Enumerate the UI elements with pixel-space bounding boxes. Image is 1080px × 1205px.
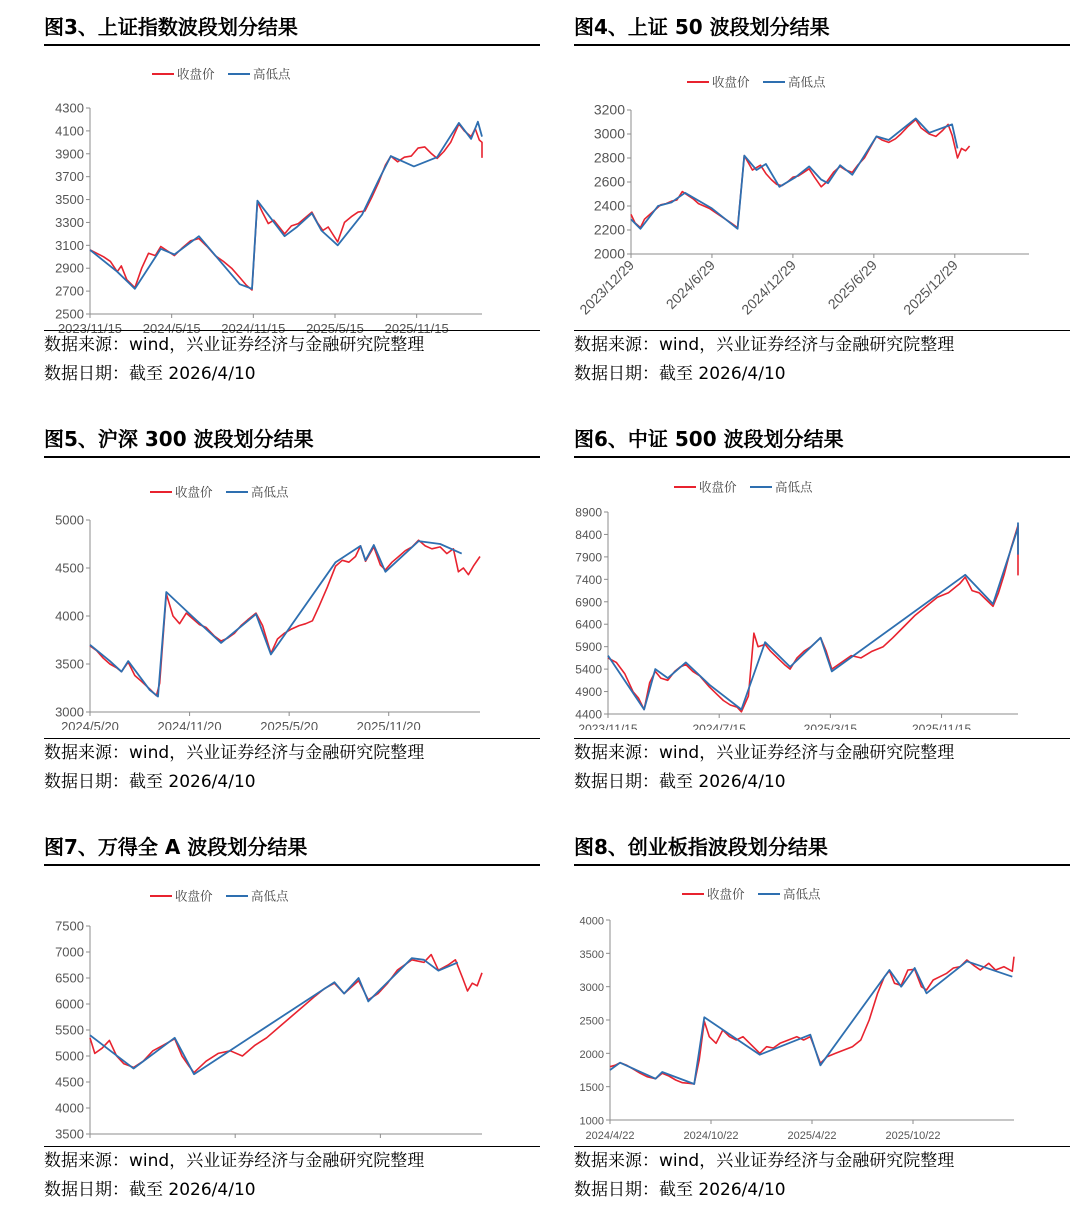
x-tick-label: 2025/3/15	[803, 722, 858, 730]
data-source: 数据来源：wind，兴业证券经济与金融研究院整理	[574, 743, 955, 763]
y-tick-label: 5000	[55, 512, 84, 528]
title-rule	[44, 456, 540, 458]
y-tick-label: 6000	[55, 996, 84, 1012]
y-tick-label: 5500	[55, 1022, 84, 1038]
series-close-line	[90, 124, 482, 290]
series-close-line	[610, 957, 1014, 1084]
y-tick-label: 8900	[575, 505, 602, 520]
y-tick-label: 5900	[575, 640, 602, 655]
title-rule	[44, 44, 540, 46]
y-tick-label: 2800	[593, 149, 625, 166]
x-tick-label: 2025/11/20	[356, 719, 421, 730]
data-source: 数据来源：wind，兴业证券经济与金融研究院整理	[44, 335, 425, 355]
data-date: 数据日期：截至 2026/4/10	[44, 1180, 256, 1200]
chart-title: 图7、万得全 A 波段划分结果	[44, 835, 308, 859]
x-tick-label: 2025/10/22	[885, 1130, 941, 1140]
chart-svg	[44, 878, 540, 1140]
data-date: 数据日期：截至 2026/4/10	[44, 772, 256, 792]
data-date: 数据日期：截至 2026/4/10	[574, 1180, 786, 1200]
panel-fig8	[574, 832, 1070, 1205]
series-pivot-line	[90, 541, 462, 697]
y-tick-label: 4000	[55, 1100, 84, 1116]
y-tick-label: 7500	[55, 918, 84, 934]
title-rule	[44, 864, 540, 866]
y-tick-label: 4400	[575, 707, 602, 722]
legend-pivot-label: 高低点	[783, 887, 821, 902]
y-tick-label: 2700	[55, 283, 84, 299]
chart-title: 图4、上证 50 波段划分结果	[574, 15, 830, 39]
y-tick-label: 8400	[575, 527, 602, 542]
source-rule	[574, 738, 1070, 739]
y-tick-label: 4900	[575, 685, 602, 700]
title-rule	[574, 44, 1070, 46]
x-tick-label: 2024/6/29	[662, 256, 719, 313]
series-pivot-line	[90, 958, 458, 1074]
y-tick-label: 7000	[55, 944, 84, 960]
chart-title: 图6、中证 500 波段划分结果	[574, 427, 844, 451]
chart-svg	[574, 470, 1070, 730]
series-close-line	[90, 540, 480, 696]
y-tick-label: 6500	[55, 970, 84, 986]
x-tick-label: 2024/5/15	[142, 321, 201, 334]
series-close-line	[608, 526, 1018, 712]
legend-close-label: 收盘价	[707, 887, 745, 902]
x-tick-label: 2024/12/29	[738, 256, 800, 318]
chart-title: 图3、上证指数波段划分结果	[44, 15, 298, 39]
panel-fig7	[44, 832, 540, 1205]
y-tick-label: 4000	[579, 915, 604, 928]
chart-area	[574, 470, 1070, 734]
y-tick-label: 3500	[55, 192, 84, 208]
x-tick-label: 2024/11/20	[157, 719, 222, 730]
y-tick-label: 3100	[55, 237, 84, 253]
chart-title: 图5、沪深 300 波段划分结果	[44, 427, 314, 451]
legend-pivot-label: 高低点	[251, 889, 289, 904]
x-tick-label: 2023/11/15	[57, 321, 123, 334]
y-tick-label: 2900	[55, 260, 84, 276]
x-tick-label: 2024/11/15	[221, 321, 286, 334]
y-tick-label: 6400	[575, 617, 602, 632]
source-rule	[44, 330, 540, 331]
data-source: 数据来源：wind，兴业证券经济与金融研究院整理	[44, 1151, 425, 1171]
y-tick-label: 5000	[55, 1048, 84, 1064]
data-source: 数据来源：wind，兴业证券经济与金融研究院整理	[574, 1151, 955, 1171]
chart-title: 图8、创业板指波段划分结果	[574, 835, 828, 859]
legend-pivot-label: 高低点	[775, 480, 813, 495]
data-date: 数据日期：截至 2026/4/10	[574, 364, 786, 384]
legend-close-label: 收盘价	[175, 485, 213, 500]
y-tick-label: 1500	[579, 1082, 604, 1095]
x-tick-label: 2025/11/15	[384, 321, 449, 334]
y-tick-label: 4500	[55, 560, 84, 576]
y-tick-label: 1000	[579, 1115, 604, 1128]
y-tick-label: 3300	[55, 214, 84, 230]
y-tick-label: 4300	[55, 100, 84, 116]
y-tick-label: 3500	[579, 948, 604, 961]
panel-fig5	[44, 424, 540, 809]
x-tick-label: 2024/10/22	[683, 1130, 739, 1140]
x-tick-label: 2025/5/15	[306, 321, 364, 334]
source-rule	[44, 738, 540, 739]
y-tick-label: 2600	[593, 173, 625, 190]
y-tick-label: 3500	[55, 656, 84, 672]
data-date: 数据日期：截至 2026/4/10	[574, 772, 786, 792]
panel-fig4	[574, 12, 1070, 397]
chart-area	[44, 470, 540, 734]
y-tick-label: 7900	[575, 550, 602, 565]
y-tick-label: 4100	[55, 123, 84, 139]
data-source: 数据来源：wind，兴业证券经济与金融研究院整理	[574, 335, 955, 355]
chart-svg	[44, 58, 540, 334]
y-tick-label: 2400	[593, 197, 625, 214]
series-pivot-line	[631, 118, 958, 228]
y-tick-label: 3000	[55, 704, 84, 720]
y-tick-label: 3500	[55, 1126, 84, 1140]
x-tick-label: 2025/11/15	[911, 722, 972, 730]
chart-svg	[44, 470, 540, 730]
y-tick-label: 5400	[575, 662, 602, 677]
chart-area	[44, 878, 540, 1144]
data-date: 数据日期：截至 2026/4/10	[44, 364, 256, 384]
chart-area	[44, 58, 540, 338]
legend-close-label: 收盘价	[699, 480, 737, 495]
source-rule	[574, 1146, 1070, 1147]
y-tick-label: 3700	[55, 169, 84, 185]
chart-area	[574, 58, 1070, 338]
y-tick-label: 3200	[593, 101, 625, 118]
y-tick-label: 4500	[55, 1074, 84, 1090]
series-pivot-line	[608, 523, 1018, 709]
y-tick-label: 2500	[579, 1015, 604, 1028]
x-tick-label: 2024/7/15	[692, 722, 746, 730]
panel-fig6	[574, 424, 1070, 809]
y-tick-label: 7400	[575, 572, 602, 587]
chart-svg	[574, 58, 1070, 334]
series-pivot-line	[610, 961, 1012, 1084]
data-source: 数据来源：wind，兴业证券经济与金融研究院整理	[44, 743, 425, 763]
y-tick-label: 4000	[55, 608, 84, 624]
y-tick-label: 3000	[593, 125, 625, 142]
x-tick-label: 2025/4/22	[787, 1130, 837, 1140]
y-tick-label: 2000	[593, 245, 625, 262]
x-tick-label: 2025/5/20	[260, 719, 319, 730]
chart-area	[574, 878, 1070, 1144]
title-rule	[574, 864, 1070, 866]
chart-svg	[574, 878, 1070, 1140]
x-tick-label: 2023/11/15	[578, 722, 638, 730]
y-tick-label: 2000	[579, 1048, 604, 1061]
y-tick-label: 6900	[575, 595, 602, 610]
x-tick-label: 2025/6/29	[824, 256, 880, 313]
y-tick-label: 3900	[55, 146, 84, 162]
x-tick-label: 2025/12/29	[900, 256, 961, 318]
legend-close-label: 收盘价	[177, 67, 215, 82]
legend-close-label: 收盘价	[712, 75, 750, 90]
source-rule	[574, 330, 1070, 331]
x-tick-label: 2024/5/20	[61, 719, 119, 730]
legend-pivot-label: 高低点	[788, 75, 826, 90]
y-tick-label: 3000	[579, 982, 604, 995]
x-tick-label: 2024/4/22	[585, 1130, 635, 1140]
title-rule	[574, 456, 1070, 458]
legend-close-label: 收盘价	[175, 889, 213, 904]
panel-fig3	[44, 12, 540, 397]
legend-pivot-label: 高低点	[251, 485, 289, 500]
y-tick-label: 2200	[593, 221, 625, 238]
x-tick-label: 2023/12/29	[576, 256, 638, 318]
source-rule	[44, 1146, 540, 1147]
y-tick-label: 2500	[55, 306, 84, 322]
legend-pivot-label: 高低点	[253, 67, 291, 82]
